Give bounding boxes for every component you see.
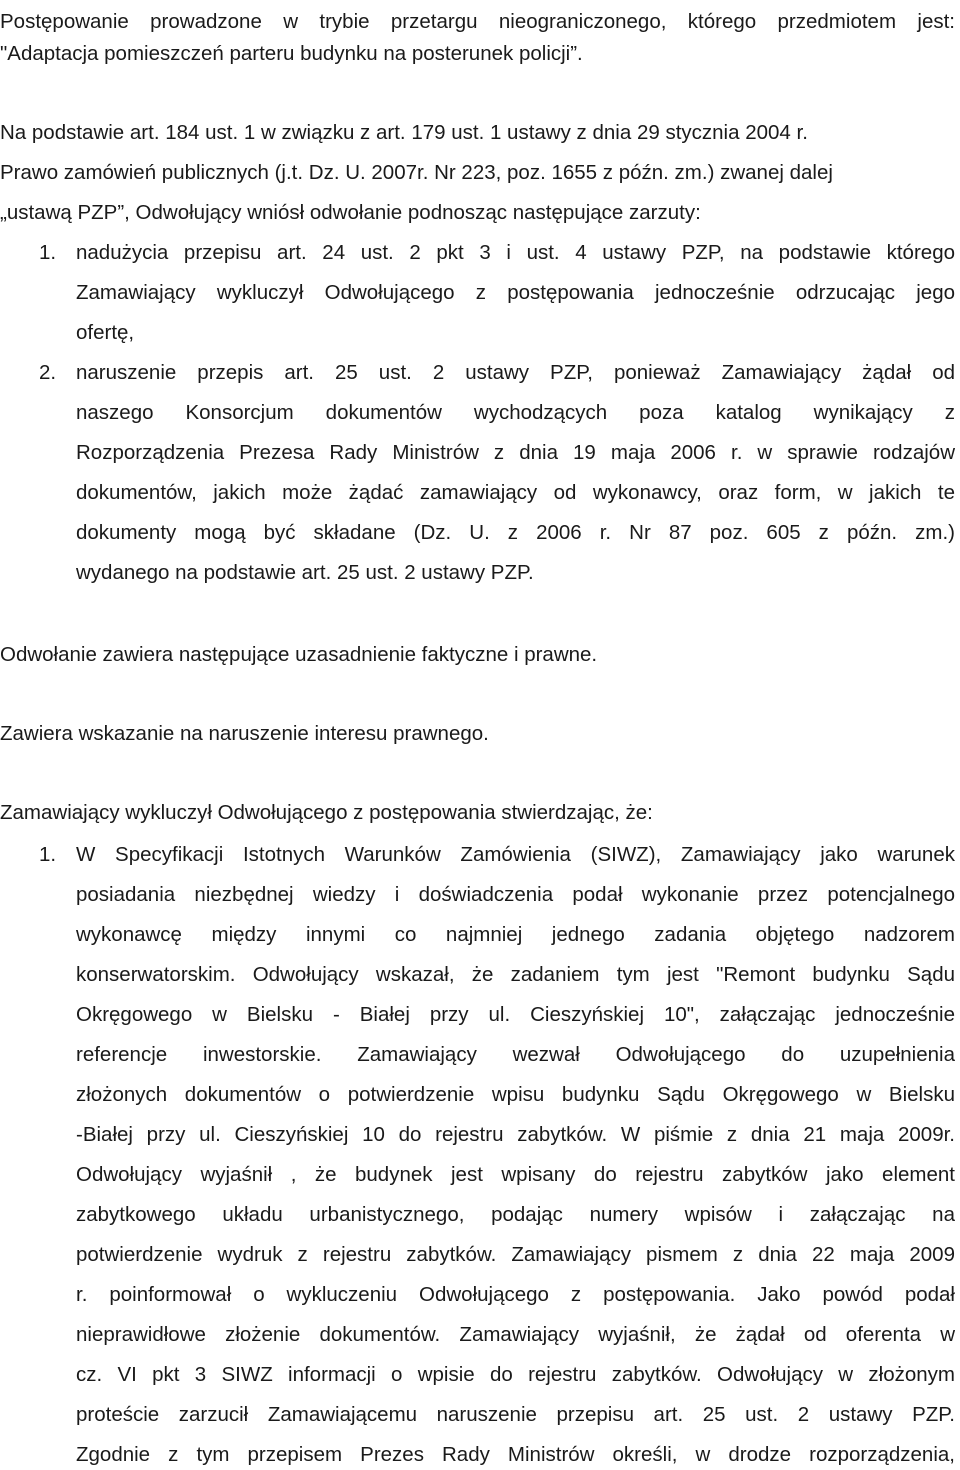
finding-line: Odwołujący wyjaśnił , że budynek jest wpisany do rejestru zabytków jako element <box>76 1163 955 1186</box>
intro-line-2: "Adaptacja pomieszczeń parteru budynku na posterunek policji”. <box>0 42 583 65</box>
charge-2-line: Rozporządzenia Prezesa Rady Ministrów z dnia 19 maja 2006 r. w sprawie rodzajów <box>76 441 955 464</box>
basis-line-2: Prawo zamówień publicznych (j.t. Dz. U. 2007r. Nr 223, poz. 1655 z późn. zm.) zwanej dalej <box>0 161 833 184</box>
finding-line: nieprawidłowe złożenie dokumentów. Zamawiający wyjaśnił, że żądał od oferenta w <box>76 1323 955 1346</box>
charge-1-number: 1. <box>39 241 57 264</box>
finding-line: konserwatorskim. Odwołujący wskazał, że zadaniem tym jest "Remont budynku Sądu <box>76 963 955 986</box>
finding-line: potwierdzenie wydruk z rejestru zabytków. Zamawiający pismem z dnia 22 maja 2009 <box>76 1243 955 1266</box>
paragraph-legal-interest: Zawiera wskazanie na naruszenie interesu prawnego. <box>0 722 489 745</box>
paragraph-justification: Odwołanie zawiera następujące uzasadnienie faktyczne i prawne. <box>0 643 598 666</box>
charge-2-line: naruszenie przepis art. 25 ust. 2 ustawy PZP, ponieważ Zamawiający żądał od <box>76 361 955 384</box>
finding-line: -Białej przy ul. Cieszyńskiej 10 do rejestru zabytków. W piśmie z dnia 21 maja 2009r. <box>76 1123 955 1146</box>
finding-line: referencje inwestorskie. Zamawiający wezwał Odwołującego do uzupełnienia <box>76 1043 955 1066</box>
finding-line: proteście zarzucił Zamawiającemu naruszenie przepisu art. 25 ust. 2 ustawy PZP. <box>76 1403 955 1426</box>
charge-2-line: dokumentów, jakich może żądać zamawiający od wykonawcy, oraz form, w jakich te <box>76 481 955 504</box>
paragraph-exclusion-intro: Zamawiający wykluczył Odwołującego z postępowania stwierdzając, że: <box>0 801 653 824</box>
finding-line: Zgodnie z tym przepisem Prezes Rady Ministrów określi, w drodze rozporządzenia, <box>76 1443 955 1466</box>
finding-line: Okręgowego w Bielsku - Białej przy ul. Cieszyńskiej 10", załączając jednocześnie <box>76 1003 955 1026</box>
charge-2-line: naszego Konsorcjum dokumentów wychodzących poza katalog wynikający z <box>76 401 955 424</box>
charge-1-line: nadużycia przepisu art. 24 ust. 2 pkt 3 i ust. 4 ustawy PZP, na podstawie którego <box>76 241 955 264</box>
charge-2-line: dokumenty mogą być składane (Dz. U. z 2006 r. Nr 87 poz. 605 z późn. zm.) <box>76 521 955 544</box>
finding-line: r. poinformował o wykluczeniu Odwołującego z postępowania. Jako powód podał <box>76 1283 955 1306</box>
finding-line: W Specyfikacji Istotnych Warunków Zamówienia (SIWZ), Zamawiający jako warunek <box>76 843 955 866</box>
charge-1-line: Zamawiający wykluczył Odwołującego z postępowania jednocześnie odrzucając jego <box>76 281 955 304</box>
intro-line-1: Postępowanie prowadzone w trybie przetargu nieograniczonego, którego przedmiotem jest: <box>0 10 955 33</box>
basis-line-3: „ustawą PZP”, Odwołujący wniósł odwołanie podnosząc następujące zarzuty: <box>0 201 701 224</box>
finding-line: cz. VI pkt 3 SIWZ informacji o wpisie do rejestru zabytków. Odwołujący w złożonym <box>76 1363 955 1386</box>
charge-2-number: 2. <box>39 361 57 384</box>
finding-1-number: 1. <box>39 843 57 866</box>
charge-2-line: wydanego na podstawie art. 25 ust. 2 ustawy PZP. <box>76 561 534 584</box>
charge-1-line: ofertę, <box>76 321 135 344</box>
finding-line: wykonawcę między innymi co najmniej jednego zadania objętego nadzorem <box>76 923 955 946</box>
finding-line: posiadania niezbędnej wiedzy i doświadczenia podał wykonanie przez potencjalnego <box>76 883 955 906</box>
finding-line: złożonych dokumentów o potwierdzenie wpisu budynku Sądu Okręgowego w Bielsku <box>76 1083 955 1106</box>
finding-line: zabytkowego układu urbanistycznego, podając numery wpisów i załączając na <box>76 1203 955 1226</box>
basis-line-1: Na podstawie art. 184 ust. 1 w związku z art. 179 ust. 1 ustawy z dnia 29 stycznia 2004 r. <box>0 121 808 144</box>
